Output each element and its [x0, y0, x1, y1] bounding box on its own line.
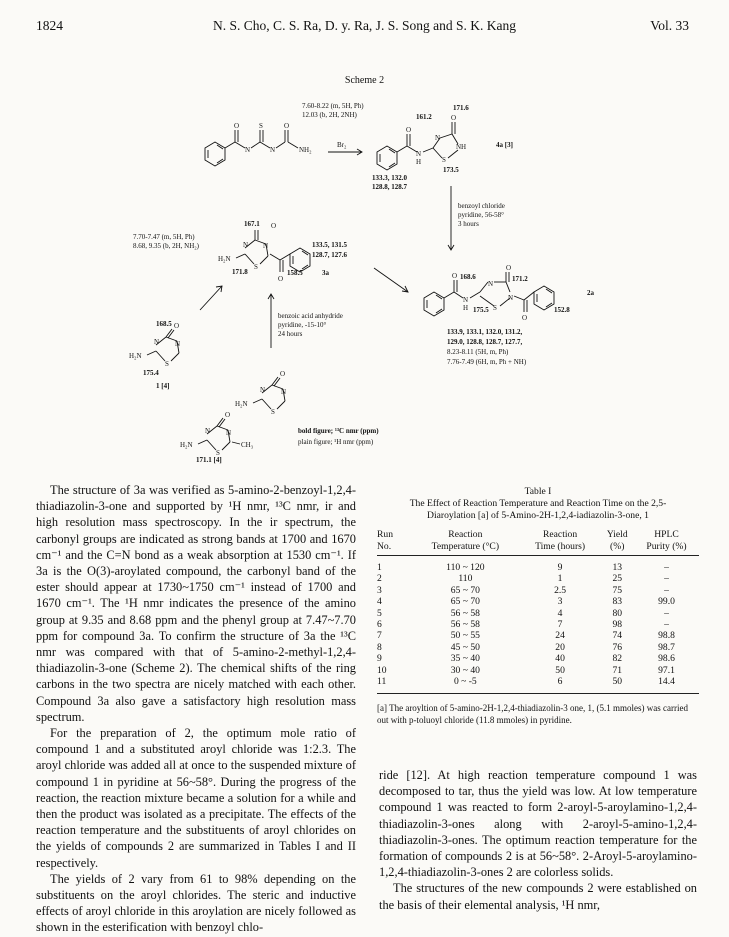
atom-s: S [442, 156, 446, 164]
c13-shift: 171.6 [453, 104, 469, 112]
table-cell: 50 ~ 55 [450, 630, 480, 642]
c13-shift: 133.9, 133.1, 132.0, 131.2, [447, 328, 523, 336]
atom-ch3: CH₃ [241, 441, 254, 449]
nmr-label: 8.68, 9.35 (b, 2H, NH₂) [133, 242, 200, 250]
c13-shift: 158.5 [287, 269, 303, 277]
table-cell: – [664, 562, 669, 573]
table-row [377, 653, 699, 664]
table-cell: 14.4 [634, 676, 699, 694]
right-text-column [379, 767, 697, 913]
table-cell: 25 [612, 573, 623, 585]
table-cell: 3 [557, 596, 563, 608]
table-header: No. [377, 541, 411, 556]
table-cell: 74 [612, 630, 623, 642]
table-cell: – [664, 584, 669, 596]
table-header: Reaction [448, 529, 483, 540]
table-header: Temperature (°C) [411, 541, 520, 556]
reaction-scheme [0, 92, 729, 470]
table-row [377, 665, 699, 676]
atom-o: O [406, 126, 412, 134]
reaction-arrow [200, 286, 222, 310]
table-cell: – [664, 607, 669, 619]
paragraph: The structure of 3a was verified as 5-amino-2-benzoyl-1,2,4-thiadiazolin-3-one and supported by ¹H nmr, ¹³C nmr, ir and high resolution mass spectroscopy. In the ir spectrum, the carbonyl groups are indicated as strong bands at 1700 and 1670 cm⁻¹ and the C=N bond as a weak absorption at 1530 cm⁻¹. If 3a is the O(3)-aroylated compound, the carbonyl band of the ester should appear at 1730~1750 cm⁻¹ instead of 1700 and 1670 cm⁻¹. The ¹H nmr indicates the presence of the amino group at 9.35 and 8.68 ppm and the phenyl group at 7.47~7.70 ppm for compound 3a. To confirm the structure of 3a the ¹³C nmr was compared with that of 5-amino-2-methyl-1,2,4-thiadiazolin-3-one (Scheme 2). The chemical shifts of the ring carbons in the two spectra are nicely matched with each other. Compound 3a also gave a satisfactory high resolution mass spectrum. [36, 483, 356, 724]
paragraph: ride [12]. At high reaction temperature compound 1 was decomposed to tar, thus the yield was low. At low temperature compound 1 was reacted to form 2-aroyl-5-aroylamino-1,2,4-thiadiazolin-3-ones along with 2-aroyl-5-amino-1,2,4-thiadiazolin-3-ones. The optimum reaction temperature for the formation of compounds 2 is at 56~58°. 2-Aroyl-5-aroylamino-1,2,4-thiadiazolin-3-ones 2 are colorless solids. [379, 768, 697, 880]
c13-shift: 175.4 [143, 369, 159, 377]
table-row [377, 630, 699, 641]
table-cell: 40 [555, 653, 565, 665]
table-row [377, 596, 699, 607]
table-cell: 65 ~ 70 [450, 584, 480, 596]
table-cell: 65 ~ 70 [450, 596, 480, 608]
table-cell: 30 ~ 40 [450, 664, 480, 676]
atom-n: N [260, 386, 266, 394]
atom-h: H [416, 158, 422, 166]
atom-n: N [245, 146, 251, 154]
table-cell: 3 [377, 584, 382, 596]
table-footnote: [a] The aroyltion of 5-amino-2H-1,2,4-thiadiazolin-3 one, 1, (5.1 mmoles) was carried out with p-toluoyl chloride (11.8 mmoles) in pyridine. [377, 703, 688, 726]
table-cell: 50 [555, 664, 565, 676]
atom-n: N [154, 338, 160, 346]
atom-o: O [506, 264, 512, 272]
c13-shift: 168.6 [460, 273, 476, 281]
compound-2a-structure [424, 272, 554, 316]
table-cell: 24 [555, 630, 565, 642]
nmr-label: 7.60-8.22 (m, 5H, Ph) [302, 102, 364, 110]
atom-o: O [278, 275, 284, 283]
table-cell: 83 [612, 596, 623, 608]
compound-label: 2a [587, 289, 594, 297]
atom-n: N [205, 427, 211, 435]
table-title: The Effect of Reaction Temperature and Reaction Time on the 2,5-Diaroylation [a] of 5-Amino-2H-1,2,4-iadiazolin-3-one, 1 [409, 498, 667, 521]
page-number: 1824 [36, 18, 63, 33]
atom-n: N [263, 242, 269, 250]
c13-shift: 171.1 [4] [196, 456, 222, 464]
table-row [377, 573, 699, 584]
atom-o: O [174, 322, 180, 330]
c13-shift: 152.8 [554, 306, 570, 314]
paragraph: The yields of 2 vary from 61 to 98% depending on the substituents on the aroyl chlorides. The steric and inductive effects of aroyl chloride in this aroylation are nicely followed as shown in the esterification with benzoyl chlo- [36, 871, 356, 935]
table-cell: 35 ~ 40 [450, 653, 480, 665]
atom-o: O [234, 122, 240, 130]
table-cell: 56 ~ 58 [450, 619, 480, 631]
atom-o: O [452, 272, 458, 280]
table-header: Run [377, 529, 393, 540]
scheme-legend-bold: bold figure; ¹³C nmr (ppm) [298, 427, 379, 435]
table-row [377, 642, 699, 653]
table-header: Reaction [543, 529, 578, 540]
table-row [377, 585, 699, 596]
c13-shift: 128.8, 128.7 [372, 183, 407, 191]
atom-o: O [284, 122, 290, 130]
table-cell: 0 ~ -5 [411, 676, 520, 694]
scheme-title: Scheme 2 [344, 75, 385, 86]
condition-label: benzoyl chloride [458, 202, 505, 210]
table-caption: Table I [524, 486, 552, 497]
table-cell: 2 [377, 573, 382, 585]
condition-label: pyridine, 56-58° [458, 211, 504, 219]
condition-label: 24 hours [278, 330, 303, 338]
atom-n: N [463, 296, 469, 304]
atom-h2n: H₂N [235, 400, 248, 408]
table-cell: 80 [612, 607, 623, 619]
table-cell: 9 [557, 562, 563, 573]
atom-s: S [254, 263, 258, 271]
atom-h: H [463, 304, 469, 312]
table-cell: 20 [555, 641, 565, 653]
compound-label: 1 [4] [156, 382, 170, 390]
table-cell: 2.5 [554, 584, 567, 596]
table-cell: 1 [557, 573, 563, 585]
c13-shift: 171.2 [512, 275, 528, 283]
table-cell: 10 [377, 664, 387, 676]
atom-o: O [522, 314, 528, 322]
scheme-legend-plain: plain figure; ¹H nmr (ppm) [298, 438, 374, 446]
table-row [377, 676, 699, 694]
table-cell: 8 [377, 641, 382, 653]
table-header: Time (hours) [520, 541, 601, 556]
c13-shift: 129.0, 128.8, 128.7, 127.7, [447, 338, 523, 346]
compound-label: 4a [3] [496, 141, 513, 149]
table-cell: 110 ~ 120 [446, 562, 485, 573]
left-text-column [36, 482, 356, 936]
table-cell: 7 [557, 619, 563, 631]
table-cell: 98 [612, 619, 623, 631]
nmr-label: 8.23-8.11 (5H, m, Ph) [447, 348, 509, 356]
nmr-label: 12.03 (b, 2H, 2NH) [302, 111, 357, 119]
atom-s: S [259, 122, 263, 130]
atom-o: O [271, 222, 277, 230]
table-row [377, 619, 699, 630]
compound-label: 3a [322, 269, 329, 277]
atom-nh: NH [456, 143, 467, 151]
table-cell: 75 [612, 584, 623, 596]
table-cell: 6 [520, 676, 601, 694]
atom-h2n: H₂N [129, 352, 142, 360]
table-cell: 4 [377, 596, 382, 608]
table-row [377, 556, 699, 574]
atom-s: S [216, 449, 220, 457]
table-header: (%) [600, 541, 634, 556]
table-cell: 50 [600, 676, 634, 694]
table-cell: 7 [377, 630, 382, 642]
c13-shift: 133.3, 132.0 [372, 174, 407, 182]
condition-label: benzoic acid anhydride [278, 312, 343, 320]
atom-h2n: H₂N [180, 441, 193, 449]
atom-n: N [243, 241, 249, 249]
table-header: Purity (%) [634, 541, 699, 556]
table-cell: – [664, 573, 669, 585]
nmr-label: 7.76-7.49 (6H, m, Ph + NH) [447, 358, 527, 366]
c13-shift: 175.5 [473, 306, 489, 314]
table-cell: 98.8 [658, 630, 675, 642]
atom-h2n: H₂N [218, 255, 231, 263]
nmr-label: 7.70-7.47 (m, 5H, Ph) [133, 233, 195, 241]
atom-n: N [175, 340, 181, 348]
table-header: Yield [606, 529, 628, 540]
table-cell: 82 [612, 653, 623, 665]
table-cell: 6 [377, 619, 382, 631]
table-cell: 98.7 [658, 641, 675, 653]
table-cell: 1 [377, 562, 382, 573]
table-cell: 110 [458, 573, 473, 585]
atom-o: O [451, 114, 457, 122]
table-cell: 97.1 [658, 664, 675, 676]
table-cell: 45 ~ 50 [450, 641, 480, 653]
table-cell: – [664, 619, 669, 631]
table-cell: 13 [612, 562, 623, 573]
atom-n: N [281, 388, 287, 396]
table-cell: 11 [377, 676, 411, 694]
table-row [377, 608, 699, 619]
atom-s: S [493, 304, 497, 312]
atom-o: O [280, 370, 286, 378]
reaction-arrow [374, 268, 408, 292]
atom-n: N [508, 294, 514, 302]
volume-label: Vol. 33 [650, 18, 689, 33]
atom-n: N [226, 429, 232, 437]
table-header: HPLC [654, 529, 679, 540]
atom-nh2: NH₂ [299, 146, 312, 154]
c13-shift: 168.5 [156, 320, 172, 328]
paragraph: For the preparation of 2, the optimum mole ratio of compound 1 and a substituted aroyl chloride was 1:2.3. The aroyl chloride was added all at once to the suspended mixture of compound 1 in pyridine at 56~58°. During the progress of the reaction, the reaction mixture became a solution for a while and then the product was isolated as a precipitate. The effects of the reaction temperature and the substituents of aroyl chlorides on the yields of compounds 2 are summarized in Tables I and II respectively. [36, 726, 356, 870]
atom-n: N [488, 280, 494, 288]
atom-s: S [165, 360, 169, 368]
atom-n: N [435, 134, 441, 142]
atom-n: N [270, 146, 276, 154]
atom-s: S [271, 408, 275, 416]
running-header-authors: N. S. Cho, C. S. Ra, D. y. Ra, J. S. Song and S. K. Kang [213, 18, 516, 33]
table-1 [377, 486, 699, 726]
compound-3a-structure [236, 230, 310, 272]
condition-label: pyridine, -15-10° [278, 321, 327, 329]
reagent-label: Br₂ [337, 141, 347, 149]
c13-shift: 173.5 [443, 166, 459, 174]
table-cell: 4 [557, 607, 563, 619]
c13-shift: 133.5, 131.5 [312, 241, 347, 249]
table-cell: 9 [377, 653, 382, 665]
c13-shift: 167.1 [244, 220, 260, 228]
table-cell: 99.0 [658, 596, 675, 608]
condition-label: 3 hours [458, 220, 479, 228]
table-cell: 71 [612, 664, 623, 676]
table-cell: 5 [377, 607, 382, 619]
atom-o: O [225, 411, 231, 419]
c13-shift: 128.7, 127.6 [312, 251, 347, 259]
paragraph: The structures of the new compounds 2 were established on the basis of their elemental analysis, ¹H nmr, [379, 881, 697, 912]
table-cell: 76 [612, 641, 623, 653]
c13-shift: 171.8 [232, 268, 248, 276]
benzoyl-thiourea-structure [205, 130, 298, 166]
table-cell: 56 ~ 58 [450, 607, 480, 619]
c13-shift: 161.2 [416, 113, 432, 121]
table-cell: 98.6 [658, 653, 675, 665]
atom-n: N [416, 150, 422, 158]
results-table [377, 529, 699, 694]
